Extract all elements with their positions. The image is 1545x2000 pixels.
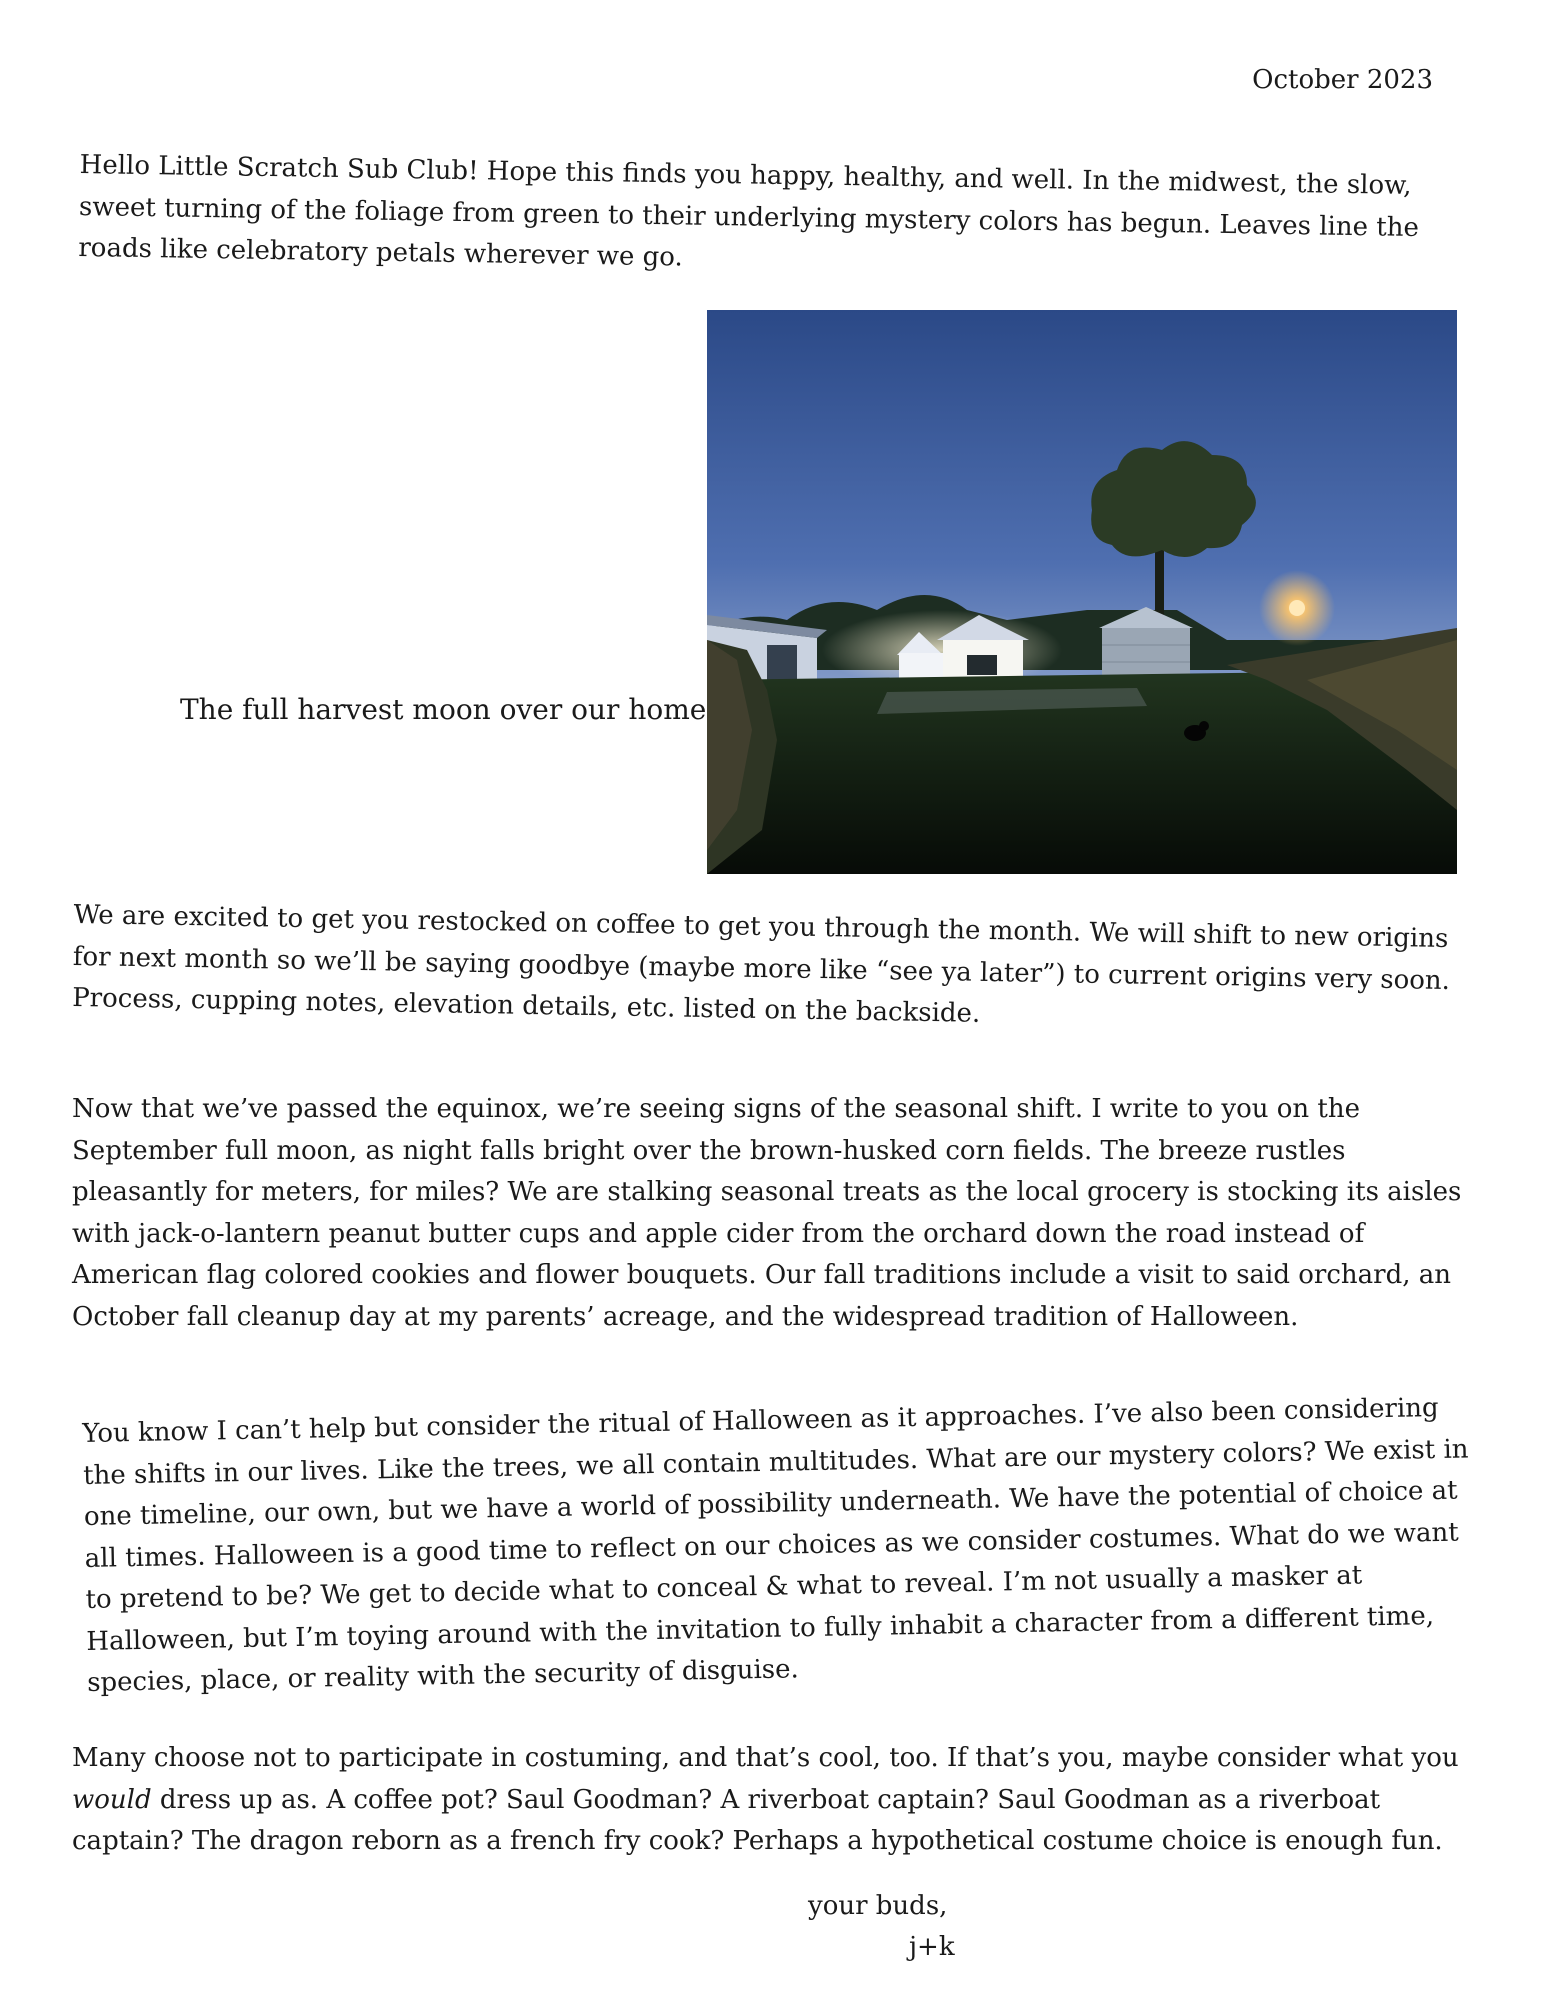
intro-paragraph: Hello Little Scratch Sub Club! Hope this finds you happy, healthy, and well. In the midwest, the slow, sweet turning of the foliage from green to their underlying mystery colors has begun. Leaves line the roads like celebratory petals wherever we go. (78, 149, 1420, 273)
signoff-name: j+k (909, 1932, 955, 1962)
halloween-paragraph: You know I can’t help but consider the ritual of Halloween as it approaches. I’ve also been considering the shifts in our lives. Like the trees, we all contain multitudes. What are our mystery colors? We exist in one timeline, our own, but we have a world of possibility underneath. We have the potential of choice at all times. Halloween is a good time to reflect on our choices as we consider costumes. What do we want to pretend to be? We get to decide what to conceal & what to reveal. I’m not usually a masker at Halloween, but I’m toying around with the invitation to fully inhabit a character from a different time, species, place, or reality with the security of disguise. (82, 1392, 1469, 1698)
photo-illustration (707, 310, 1457, 874)
costume-emphasis: would (72, 1784, 152, 1815)
costume-text-start: Many choose not to participate in costuming, and that’s cool, too. If that’s you, maybe consider what you (72, 1743, 1459, 1773)
letter-date: October 2023 (1252, 65, 1433, 95)
coffee-paragraph: We are excited to get you restocked on coffee to get you through the month. We will shift to new origins for next month so we’ll be saying goodbye (maybe more like “see ya later”) to current origins very soon. Process, cupping notes, elevation details, etc. listed on the backside. (71, 899, 1451, 1029)
costume-paragraph (72, 1738, 1462, 1863)
signoff-line: your buds, (808, 1891, 948, 1921)
equinox-paragraph: Now that we’ve passed the equinox, we’re seeing signs of the seasonal shift. I write to you on the September full moon, as night falls bright over the brown-husked corn fields. The breeze rustles pleasantly for meters, for miles? We are stalking seasonal treats as the local grocery is stocking its aisles with jack-o-lantern peanut butter cups and apple cider from the orchard down the road instead of American flag colored cookies and flower bouquets. Our fall traditions include a visit to said orchard, an October fall cleanup day at my parents’ acreage, and the widespread tradition of Halloween. (72, 1094, 1462, 1332)
costume-text-end: dress up as. A coffee pot? Saul Goodman? A riverboat captain? Saul Goodman as a riverboat captain? The dragon reborn as a french fry cook? Perhaps a hypothetical costume choice is enough fun. (72, 1784, 1443, 1856)
harvest-moon-photo (707, 310, 1457, 874)
photo-caption: The full harvest moon over our home (180, 693, 707, 726)
signoff (808, 1886, 955, 1968)
moon (1289, 600, 1305, 616)
